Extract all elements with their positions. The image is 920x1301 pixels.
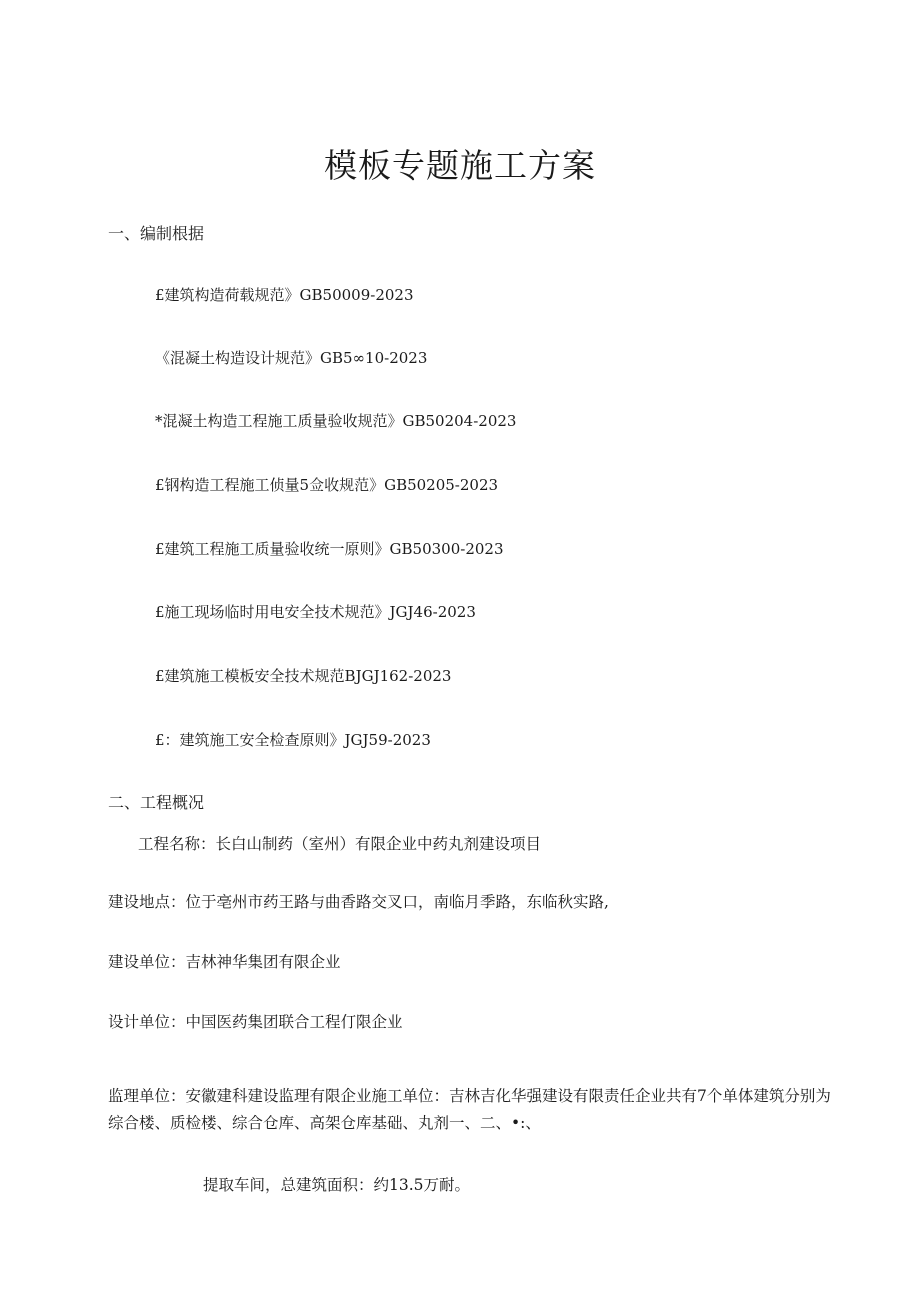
construction-unit: 建设单位：吉林神华集团有限企业 bbox=[108, 953, 341, 971]
project-location: 建设地点：位于亳州市药王路与曲香路交叉口，南临月季路，东临秋实路, bbox=[108, 893, 609, 911]
reference-item: £建筑构造荷载规范》GB50009-2023 bbox=[155, 286, 414, 304]
reference-item: £施工现场临时用电安全技术规范》JGJ46-2023 bbox=[155, 603, 476, 621]
design-unit: 设计单位：中国医药集团联合工程仃限企业 bbox=[108, 1013, 403, 1031]
reference-item: £钢构造工程施工侦量5佥收规范》GB50205-2023 bbox=[155, 476, 499, 494]
total-area: 提取车间，总建筑面积：约13.5万耐。 bbox=[203, 1176, 471, 1194]
reference-item: £建筑施工模板安全技术规范BJGJ162-2023 bbox=[155, 667, 452, 685]
reference-item: *混凝土构造工程施工质量验收规范》GB50204-2023 bbox=[155, 412, 517, 430]
project-name: 工程名称：长白山制药（室州）有限企业中药丸剂建设项目 bbox=[138, 835, 542, 853]
supervision-paragraph: 监理单位：安徽建科建设监理有限企业施工单位：吉林吉化华强建设有限责任企业共有7个单体建筑分别为综合楼、质检楼、综合仓库、高架仓库基础、丸剂一、二、•:、 bbox=[108, 1087, 831, 1132]
section-heading-overview: 二、工程概况 bbox=[108, 793, 205, 812]
document-title: 模板专题施工方案 bbox=[324, 146, 596, 185]
reference-item: 《混凝土构造设计规范》GB5∞10-2023 bbox=[155, 349, 428, 367]
reference-item: £：建筑施工安全检查原则》JGJ59-2023 bbox=[155, 731, 431, 749]
section-heading-basis: 一、编制根据 bbox=[108, 224, 205, 243]
reference-item: £建筑工程施工质量验收统一原则》GB50300-2023 bbox=[155, 540, 504, 558]
